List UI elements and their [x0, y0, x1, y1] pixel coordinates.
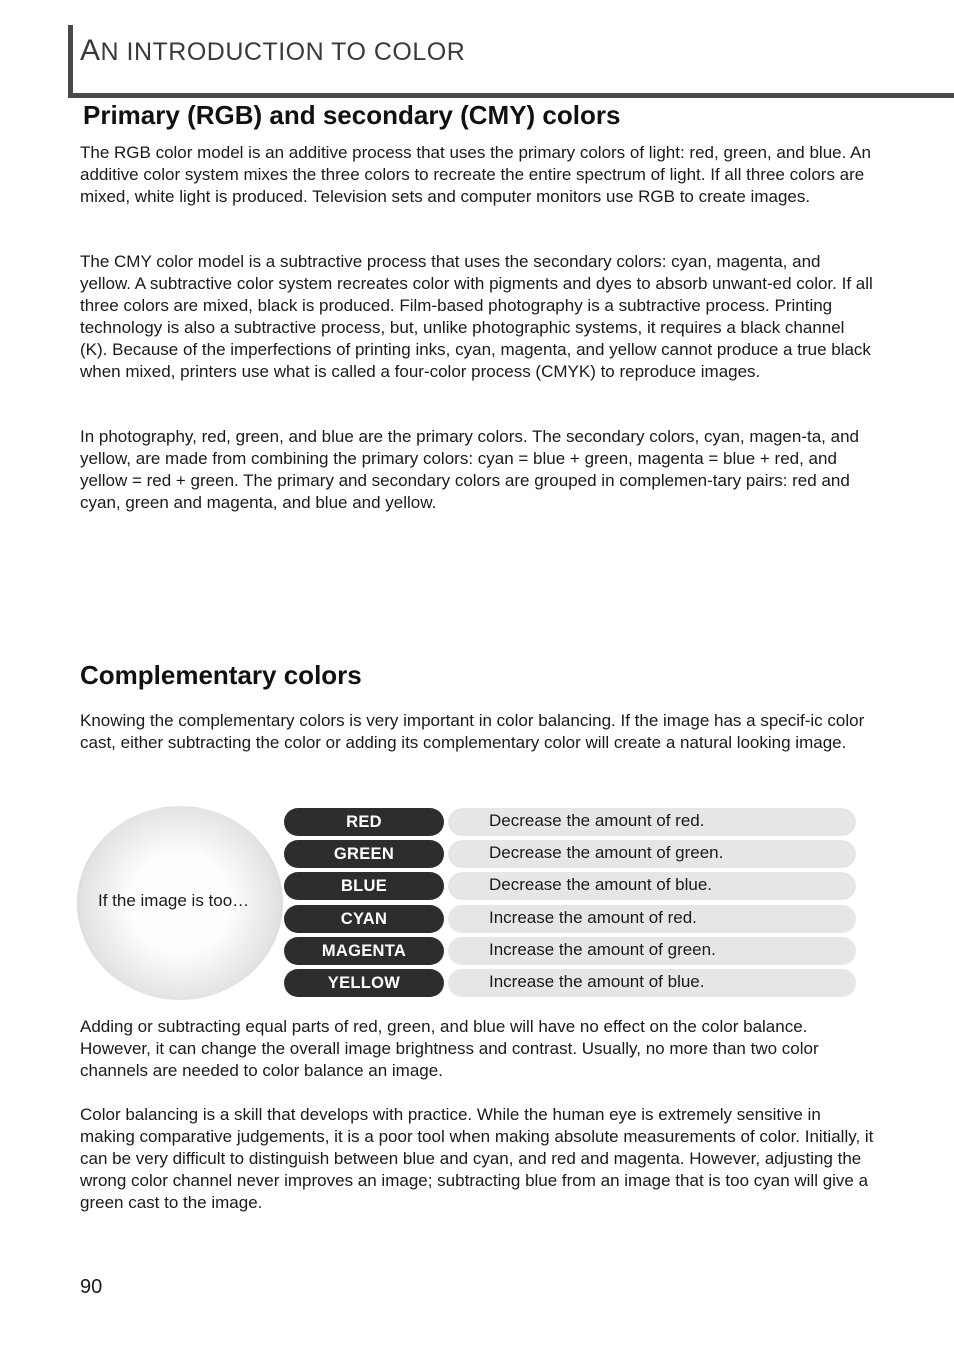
paragraph-cmy: The CMY color model is a subtractive process that uses the secondary colors: cyan, magenta, and yellow. A subtractive color system recreates color with pigments and dyes to absorb unwant-ed color. If all three colors are mixed, black is produced. Film-based photography is a subtractive process. Printing technology is also a subtractive process, but, unlike photographic systems, it requires a black channel (K). Because of the imperfections of printing inks, cyan, magenta, and yellow cannot produce a true black when mixed, printers use what is called a four-color process (CMYK) to reproduce images.	[80, 252, 873, 381]
action-cell: Increase the amount of blue.	[448, 969, 856, 997]
paragraph-photography: In photography, red, green, and blue are the primary colors. The secondary colors, cyan, magen-ta, and yellow, are made from combining the primary colors: cyan = blue + green, magenta = blue + red, and yellow = red + green. The primary and secondary colors are grouped in complemen-tary pairs: red and cyan, green and magenta, and blue and yellow.	[80, 427, 859, 512]
color-pill-yellow: YELLOW	[284, 969, 444, 997]
action-cell: Decrease the amount of red.	[448, 808, 856, 836]
paragraph-complementary-intro: Knowing the complementary colors is very important in color balancing. If the image has a specif-ic color cast, either subtracting the color or adding its complementary color will create a natural looking image.	[80, 711, 865, 752]
paragraph-practice: Color balancing is a skill that develops with practice. While the human eye is extremely sensitive in making comparative judgements, it is a poor tool when making absolute measurements of color. Initially, it can be very difficult to distinguish between blue and cyan, and red and magenta. However, adjusting the wrong color channel never improves an image; subtracting blue from an image that is too cyan will give a green cast to the image.	[80, 1105, 874, 1212]
table-row	[284, 872, 856, 900]
color-pill-green: GREEN	[284, 840, 444, 868]
complementary-table	[284, 808, 856, 1001]
chapter-rule-vertical	[68, 25, 73, 97]
chapter-title	[80, 34, 465, 68]
action-cell: Increase the amount of green.	[448, 937, 856, 965]
table-row	[284, 905, 856, 933]
action-cell: Decrease the amount of green.	[448, 840, 856, 868]
page-number: 90	[80, 1276, 103, 1298]
condition-label: If the image is too…	[98, 891, 250, 910]
action-cell: Decrease the amount of blue.	[448, 872, 856, 900]
color-pill-cyan: CYAN	[284, 905, 444, 933]
section-heading-complementary: Complementary colors	[80, 660, 362, 690]
table-row	[284, 808, 856, 836]
color-pill-magenta: MAGENTA	[284, 937, 444, 965]
chapter-title-rest: N INTRODUCTION TO COLOR	[100, 38, 466, 66]
table-row	[284, 840, 856, 868]
table-row	[284, 937, 856, 965]
table-row	[284, 969, 856, 997]
action-cell: Increase the amount of red.	[448, 905, 856, 933]
section-heading-primary-secondary: Primary (RGB) and secondary (CMY) colors	[83, 100, 621, 130]
paragraph-rgb: The RGB color model is an additive process that uses the primary colors of light: red, green, and blue. An additive color system mixes the three colors to recreate the entire spectrum of light. If all three colors are mixed, white light is produced. Television sets and computer monitors use RGB to create images.	[80, 143, 871, 206]
chapter-rule-horizontal	[68, 93, 954, 98]
color-pill-blue: BLUE	[284, 872, 444, 900]
chapter-title-initial: A	[80, 34, 101, 67]
color-pill-red: RED	[284, 808, 444, 836]
paragraph-equal-parts: Adding or subtracting equal parts of red, green, and blue will have no effect on the color balance. However, it can change the overall image brightness and contrast. Usually, no more than two color channels are needed to color balance an image.	[80, 1017, 819, 1080]
